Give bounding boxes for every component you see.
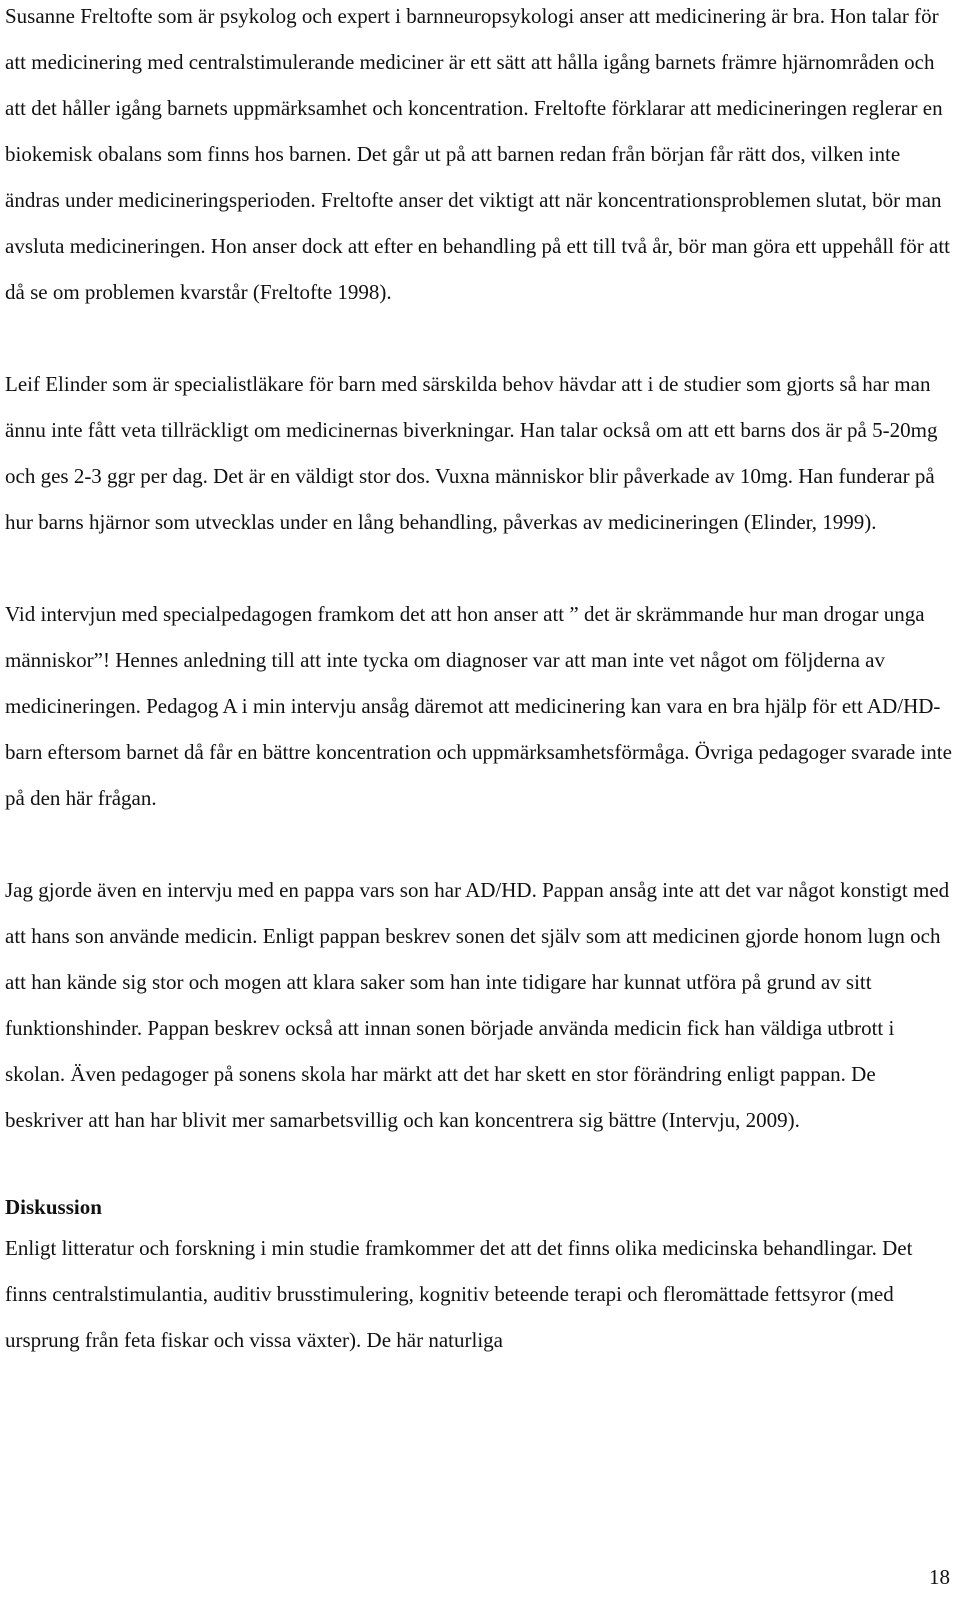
paragraph-specialpedagog: Vid intervjun med specialpedagogen framkom det att hon anser att ” det är skrämmande hur man drogar unga människor”! Hennes anledning till att inte tycka om diagnoser var att man inte vet något om följderna av medicineringen. Pedagog A i min intervju ansåg däremot att medicinering kan vara en bra hjälp för ett AD/HD- barn eftersom barnet då får en bättre koncentration och uppmärksamhetsförmåga. Övriga pedagoger svarade inte på den här frågan. <box>5 602 952 810</box>
paragraph-spacer <box>5 1143 953 1189</box>
paragraph-spacer <box>5 821 953 867</box>
paragraph-spacer <box>5 315 953 361</box>
paragraph-freltofte: Susanne Freltofte som är psykolog och expert i barnneuropsykologi anser att medicinering är bra. Hon talar för att medicinering med centralstimulerande mediciner är ett sätt att hålla igång barnets främre hjärnområden och att det håller igång barnets uppmärksamhet och koncentration. Freltofte förklarar att medicineringen reglerar en biokemisk obalans som finns hos barnen. Det går ut på att barnen redan från början får rätt dos, vilken inte ändras under medicineringsperioden. Freltofte anser det viktigt att när koncentrationsproblemen slutat, bör man avsluta medicineringen. Hon anser dock att efter en behandling på ett till två år, bör man göra ett uppehåll för att då se om problemen kvarstår (Freltofte 1998). <box>5 4 950 304</box>
page-number: 18 <box>929 1565 950 1589</box>
paragraph-diskussion: Enligt litteratur och forskning i min studie framkommer det att det finns olika medicinska behandlingar. Det finns centralstimulantia, auditiv brusstimulering, kognitiv beteende terapi och fleromättade fettsyror (med ursprung från feta fiskar och vissa växter). De här naturliga <box>5 1236 913 1352</box>
paragraph-spacer <box>5 545 953 591</box>
section-heading-diskussion: Diskussion <box>5 1195 102 1219</box>
paragraph-pappa-intervju: Jag gjorde även en intervju med en pappa vars son har AD/HD. Pappan ansåg inte att det var något konstigt med att hans son använde medicin. Enligt pappan beskrev sonen det själv som att medicinen gjorde honom lugn och att han kände sig stor och mogen att klara saker som han inte tidigare har kunnat utföra på grund av sitt funktionshinder. Pappan beskrev också att innan sonen började använda medicin fick han väldiga utbrott i skolan. Även pedagoger på sonens skola har märkt att det har skett en stor förändring enligt pappan. De beskriver att han har blivit mer samarbetsvillig och kan koncentrera sig bättre (Intervju, 2009). <box>5 878 950 1132</box>
paragraph-elinder: Leif Elinder som är specialistläkare för barn med särskilda behov hävdar att i de studier som gjorts så har man ännu inte fått veta tillräckligt om medicinernas biverkningar. Han talar också om att ett barns dos är på 5-20mg och ges 2-3 ggr per dag. Det är en väldigt stor dos. Vuxna människor blir påverkade av 10mg. Han funderar på hur barns hjärnor som utvecklas under en lång behandling, påverkas av medicineringen (Elinder, 1999). <box>5 372 938 534</box>
document-page <box>5 0 953 1363</box>
